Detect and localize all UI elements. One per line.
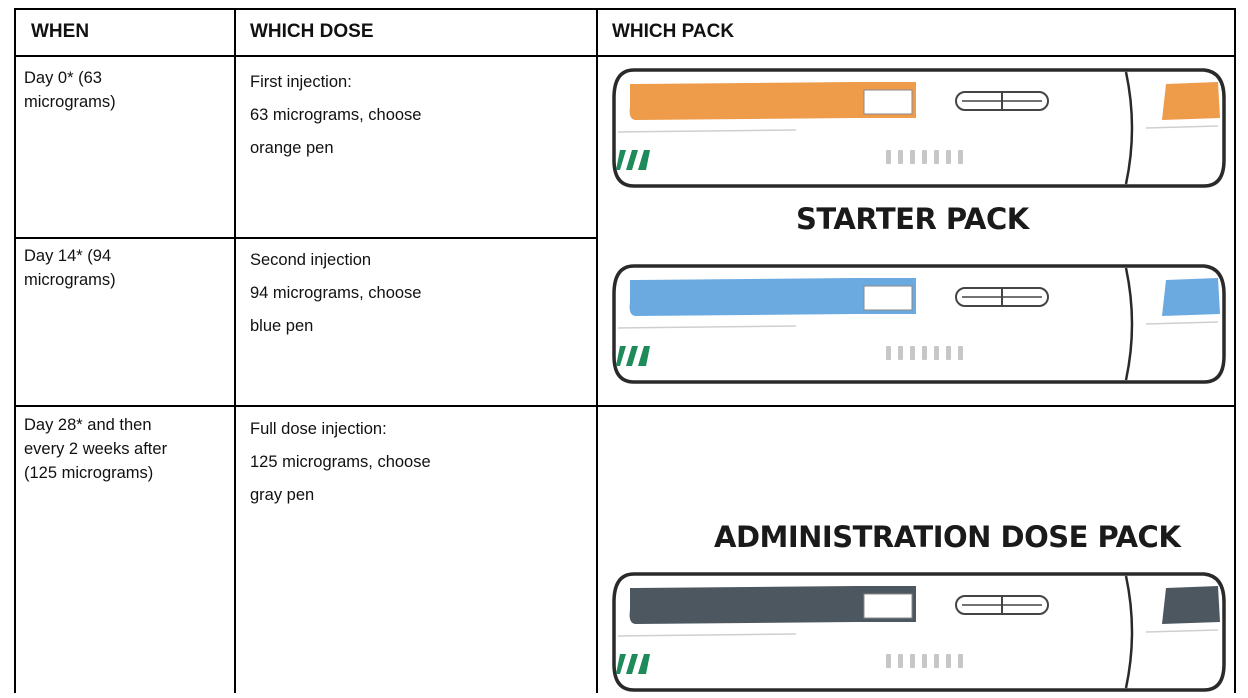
header-which-dose: WHICH DOSE bbox=[250, 21, 374, 42]
table-border-left bbox=[14, 8, 16, 693]
blue-pen-icon bbox=[606, 258, 1226, 390]
table-border-right bbox=[1234, 8, 1236, 693]
row-1-when: Day 0* (63 micrograms) bbox=[24, 69, 116, 111]
header-row-divider bbox=[14, 55, 1236, 57]
column-divider-2 bbox=[596, 8, 598, 693]
starter-pack-label: STARTER PACK bbox=[796, 202, 1029, 236]
header-when: WHEN bbox=[31, 21, 90, 42]
row-divider-2 bbox=[14, 405, 1236, 407]
row-1-dose: First injection: 63 micrograms, choose orange pen bbox=[250, 73, 422, 157]
gray-pen-icon bbox=[606, 566, 1226, 698]
table-border-top bbox=[14, 8, 1236, 10]
row-2-dose: Second injection 94 micrograms, choose blue pen bbox=[250, 251, 422, 335]
row-2-when: Day 14* (94 micrograms) bbox=[24, 247, 116, 289]
header-which-pack: WHICH PACK bbox=[612, 21, 735, 42]
row-3-when: Day 28* and then every 2 weeks after (125 micrograms) bbox=[24, 416, 168, 482]
orange-pen-icon bbox=[606, 62, 1226, 194]
administration-pack-label: ADMINISTRATION DOSE PACK bbox=[714, 520, 1181, 554]
dosing-table bbox=[14, 8, 1236, 693]
row-divider-1 bbox=[14, 237, 598, 239]
column-divider-1 bbox=[234, 8, 236, 693]
row-3-dose: Full dose injection: 125 micrograms, choose gray pen bbox=[250, 420, 431, 504]
